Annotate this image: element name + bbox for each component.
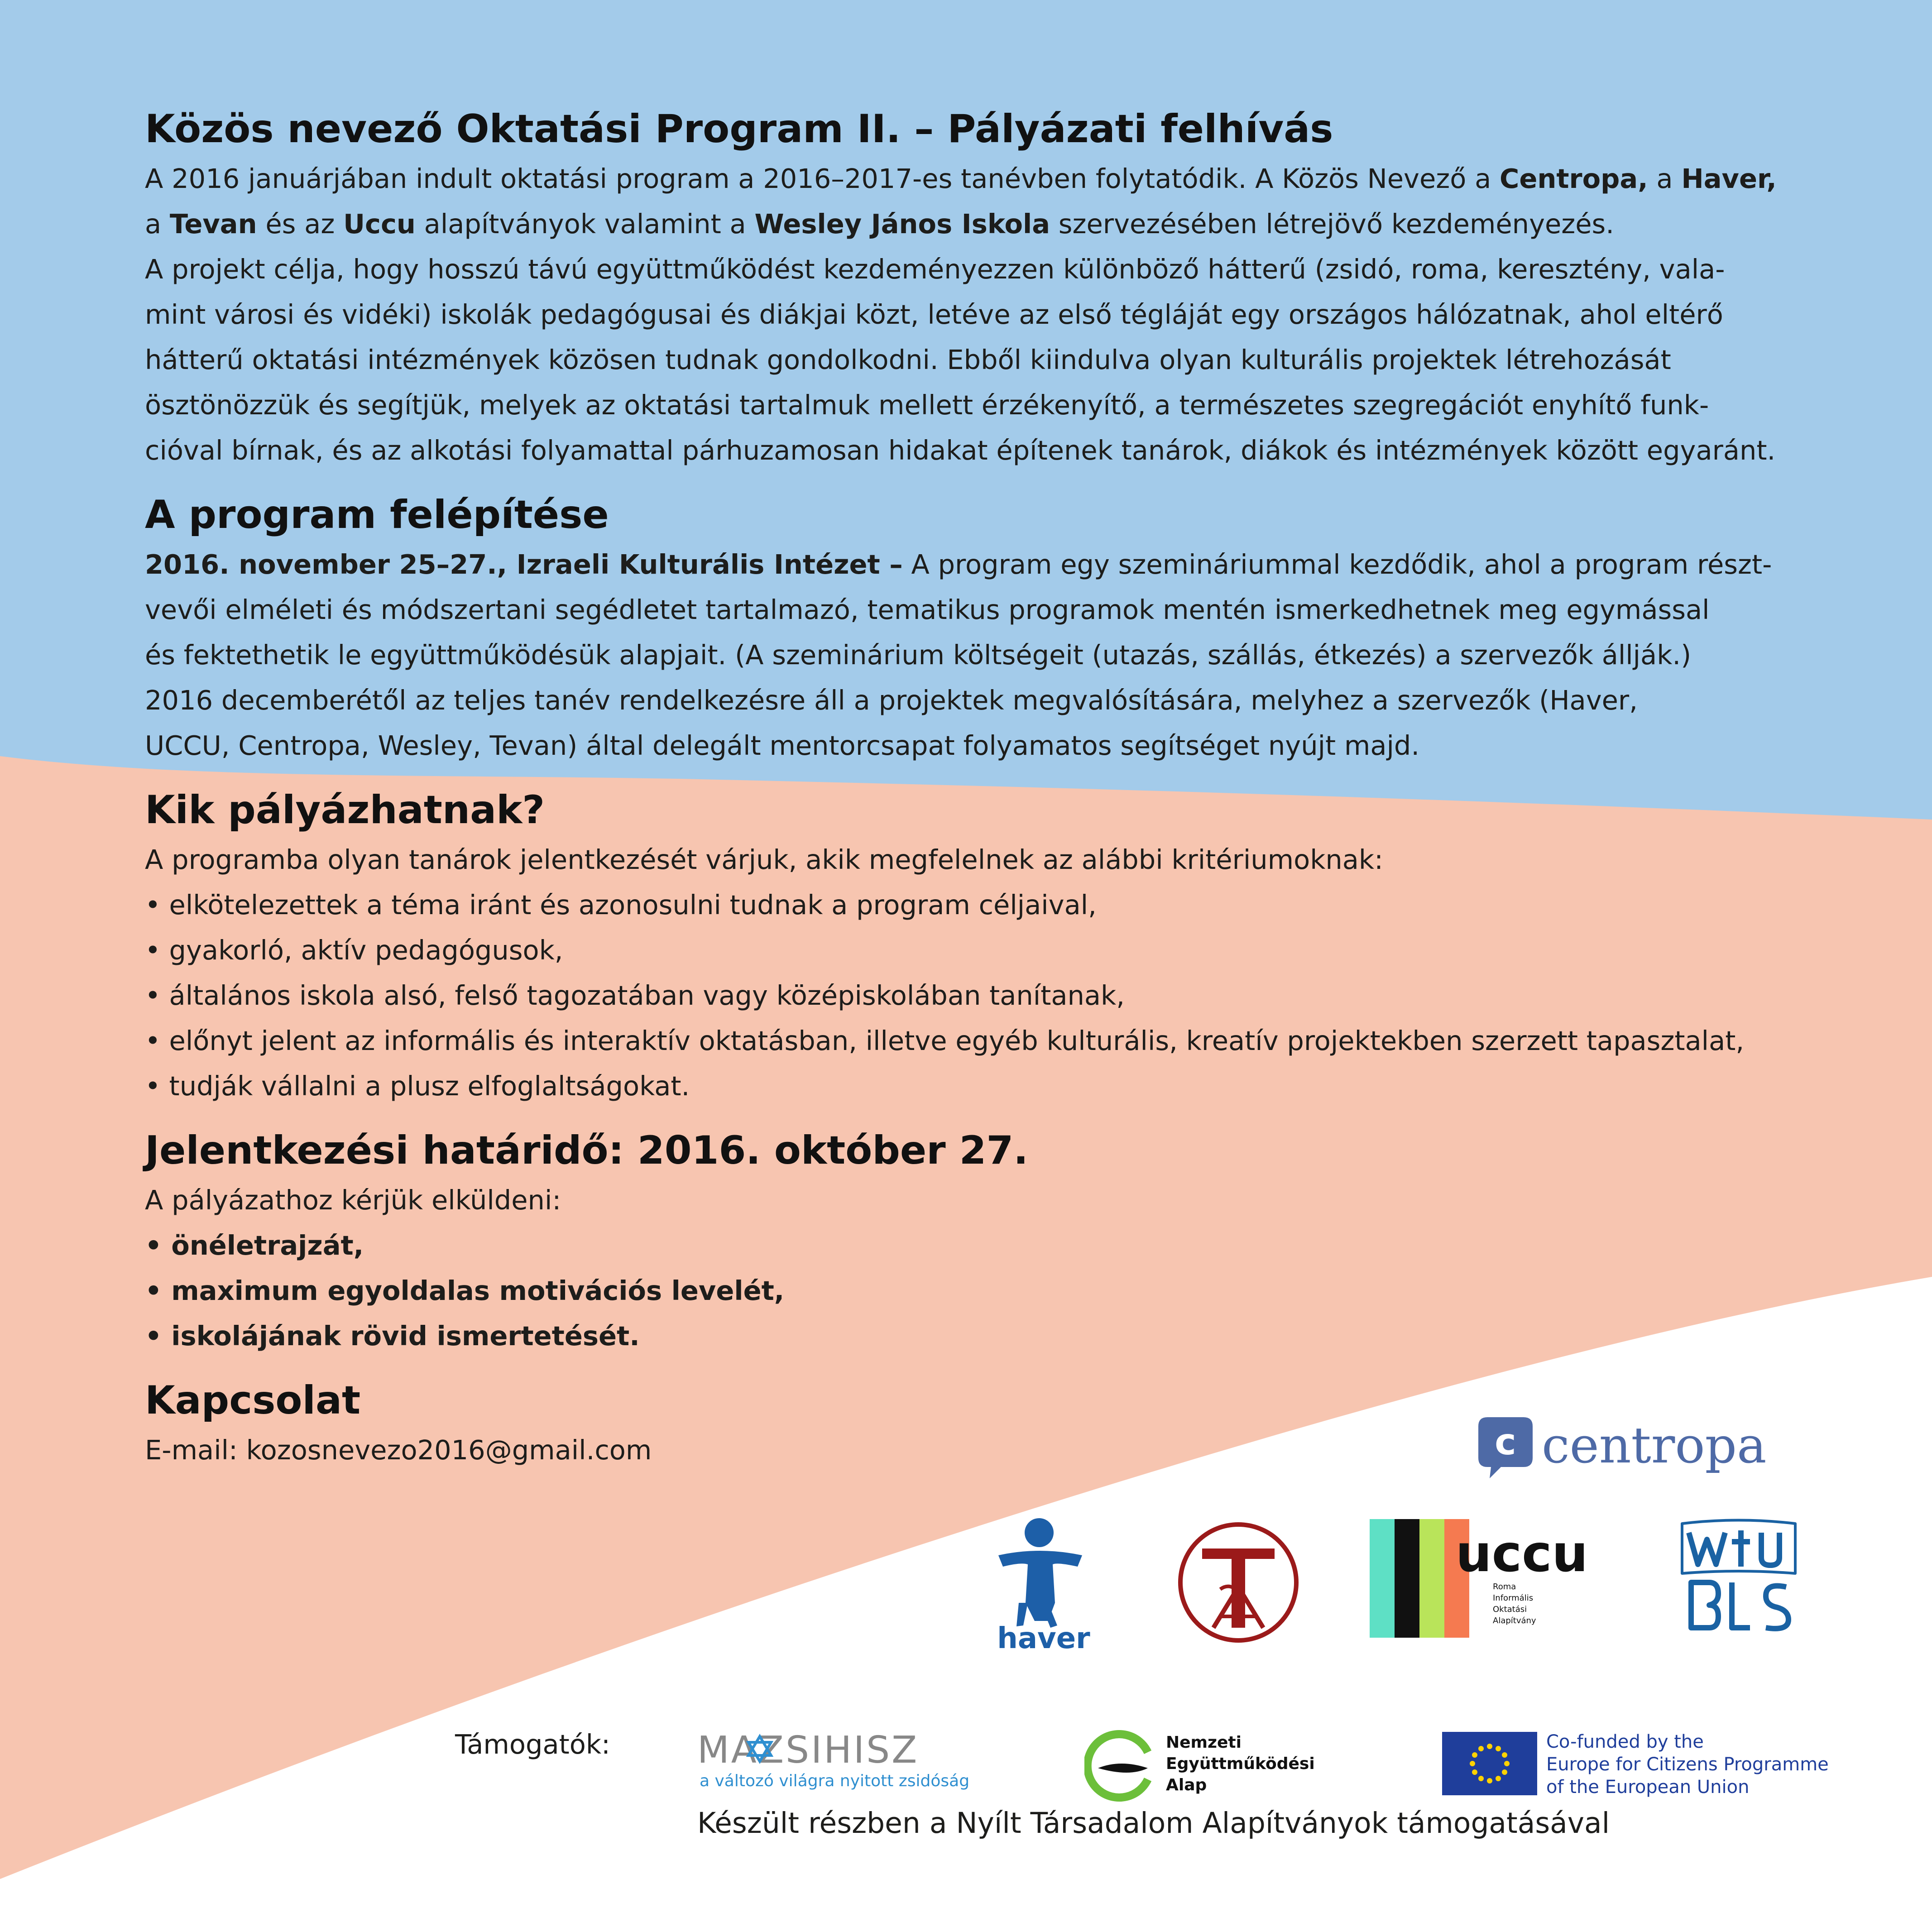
nea-line-2: Együttműködési <box>1166 1755 1315 1773</box>
nea-line-1: Nemzeti <box>1166 1733 1242 1752</box>
uccu-sub-4: Alapítvány <box>1493 1616 1536 1625</box>
list-item: • iskolájának rövid ismertetését. <box>145 1320 640 1352</box>
list-item: • elkötelezettek a téma iránt és azonosulni tudnak a program céljaival, <box>145 889 1097 920</box>
text-line: 2016 decemberétől az teljes tanév rendelkezésre áll a projektek megvalósítására, melyhez a szervezők (Haver, <box>145 685 1638 716</box>
text-line: mint városi és vidéki) iskolák pedagógusai és diákjai közt, letéve az első tégláját egy országos hálózatnak, ahol eltérő <box>145 299 1723 330</box>
intro-paragraph-2 <box>145 247 1825 473</box>
uccu-sub-2: Informális <box>1493 1593 1534 1603</box>
list-item: • előnyt jelent az informális és interaktív oktatásban, illetve egyéb kulturális, kreatív projektekben szerzett tapasztalat, <box>145 1025 1745 1056</box>
main-content <box>145 102 1825 1473</box>
text-line: hátterű oktatási intézmények közösen tudnak gondolkodni. Ebből kiindulva olyan kulturális projektek létrehozását <box>145 344 1671 375</box>
tevan-emblem-icon <box>1175 1519 1302 1646</box>
centropa-wordmark: centropa <box>1542 1416 1767 1474</box>
org-tevan: Tevan <box>169 208 257 240</box>
haver-logo <box>985 1512 1103 1653</box>
nea-logo-mark <box>1084 1727 1320 1804</box>
text-line: UCCU, Centropa, Wesley, Tevan) által delegált mentorcsapat folyamatos segítséget nyújt majd. <box>145 730 1420 761</box>
seminar-date-place: 2016. november 25–27., Izraeli Kulturális Intézet – <box>145 549 903 580</box>
uccu-sub-3: Oktatási <box>1493 1605 1527 1614</box>
eu-flag-icon <box>1442 1732 1537 1795</box>
intro-text: és az <box>257 208 344 240</box>
org-centropa: Centropa, <box>1500 163 1648 194</box>
haver-figure-icon <box>985 1512 1103 1653</box>
eligibility-list <box>145 882 1825 1109</box>
tevan-logo <box>1175 1519 1302 1646</box>
wesley-logo <box>1673 1515 1804 1641</box>
required-documents-list <box>145 1223 1825 1359</box>
text-line: A program egy szemináriummal kezdődik, ahol a program részt- <box>902 549 1772 580</box>
uccu-stripes <box>1370 1519 1605 1638</box>
structure-section <box>145 488 1825 768</box>
eu-logo <box>1442 1727 1831 1800</box>
text-line: ösztönözzük és segítjük, melyek az oktatási tartalmuk mellett érzékenyítő, a természetes szegregációt enyhítő funk- <box>145 389 1709 421</box>
list-item: • tudják vállalni a plusz elfoglaltságokat. <box>145 1070 690 1102</box>
uccu-wordmark: uccu <box>1456 1525 1588 1583</box>
list-item: • gyakorló, aktív pedagógusok, <box>145 935 563 966</box>
intro-text: szervezésében létrejövő kezdeményezés. <box>1050 208 1615 240</box>
org-haver: Haver, <box>1681 163 1777 194</box>
intro-paragraph-1 <box>145 156 1825 247</box>
list-item: • önéletrajzát, <box>145 1230 364 1261</box>
deadline-heading: Jelentkezési határidő: 2016. október 27. <box>145 1128 1028 1173</box>
text-line: vevői elméleti és módszertani segédletet tartalmazó, tematikus programok mentén ismerkedhetnek meg egymással <box>145 594 1710 625</box>
uccu-sub-1: Roma <box>1493 1582 1516 1592</box>
centropa-logo <box>1474 1413 1818 1481</box>
deadline-section <box>145 1123 1825 1359</box>
centropa-letter: c <box>1495 1421 1516 1463</box>
eligibility-heading: Kik pályázhatnak? <box>145 787 545 833</box>
uccu-logo <box>1370 1519 1605 1638</box>
centropa-logo-mark <box>1474 1413 1818 1481</box>
eu-line-1: Co-funded by the <box>1546 1731 1704 1752</box>
wesley-monogram-icon <box>1673 1515 1804 1641</box>
list-item: • általános iskola alsó, felső tagozatában vagy középiskolában tanítanak, <box>145 980 1125 1011</box>
org-wesley: Wesley János Iskola <box>754 208 1050 240</box>
supporters-label: Támogatók: <box>455 1729 610 1760</box>
structure-heading: A program felépítése <box>145 492 609 537</box>
org-uccu: Uccu <box>343 208 416 240</box>
intro-text: a <box>145 208 170 240</box>
mazsihisz-logo-mark <box>697 1727 973 1795</box>
contact-heading: Kapcsolat <box>145 1378 361 1423</box>
mazsihisz-logo <box>697 1727 973 1795</box>
deadline-intro: A pályázathoz kérjük elküldeni: <box>145 1184 561 1216</box>
page-title: Közös nevező Oktatási Program II. – Pályázati felhívás <box>145 106 1333 152</box>
contact-email[interactable]: E-mail: kozosnevezo2016@gmail.com <box>145 1434 652 1466</box>
text-line: és fektethetik le együttműködésük alapjait. (A szeminárium költségeit (utazás, szállás, étkezés) a szervezők állják.) <box>145 639 1692 671</box>
nea-logo <box>1084 1727 1320 1804</box>
intro-text: alapítványok valamint a <box>415 208 755 240</box>
structure-paragraph <box>145 542 1825 768</box>
eu-line-2: Europe for Citizens Programme <box>1546 1754 1829 1775</box>
text-line: cióval bírnak, és az alkotási folyamattal párhuzamosan hidakat építenek tanárok, diákok és intézmények között egyaránt. <box>145 435 1776 466</box>
intro-text: a <box>1648 163 1682 194</box>
nea-line-3: Alap <box>1166 1776 1207 1794</box>
footer-note: Készült részben a Nyílt Társadalom Alapítványok támogatásával <box>697 1807 1610 1840</box>
mazsihisz-tagline: a változó világra nyitott zsidóság <box>700 1772 970 1790</box>
eu-logo-mark <box>1442 1727 1831 1800</box>
mazsihisz-wordmark: MAZSIHISZ <box>697 1729 919 1772</box>
list-item: • maximum egyoldalas motivációs levelét, <box>145 1275 785 1306</box>
eligibility-intro: A programba olyan tanárok jelentkezését várjuk, akik megfelelnek az alábbi kritériumoknak: <box>145 844 1383 875</box>
eu-line-3: of the European Union <box>1546 1777 1750 1798</box>
intro-section <box>145 102 1825 473</box>
intro-text: A 2016 januárjában indult oktatási program a 2016–2017-es tanévben folytatódik. A Közös Nevező a <box>145 163 1500 194</box>
text-line: A projekt célja, hogy hosszú távú együttműködést kezdeményezzen különböző hátterű (zsidó, roma, keresztény, vala- <box>145 254 1725 285</box>
eligibility-section <box>145 783 1825 1109</box>
haver-wordmark: haver <box>997 1622 1090 1653</box>
